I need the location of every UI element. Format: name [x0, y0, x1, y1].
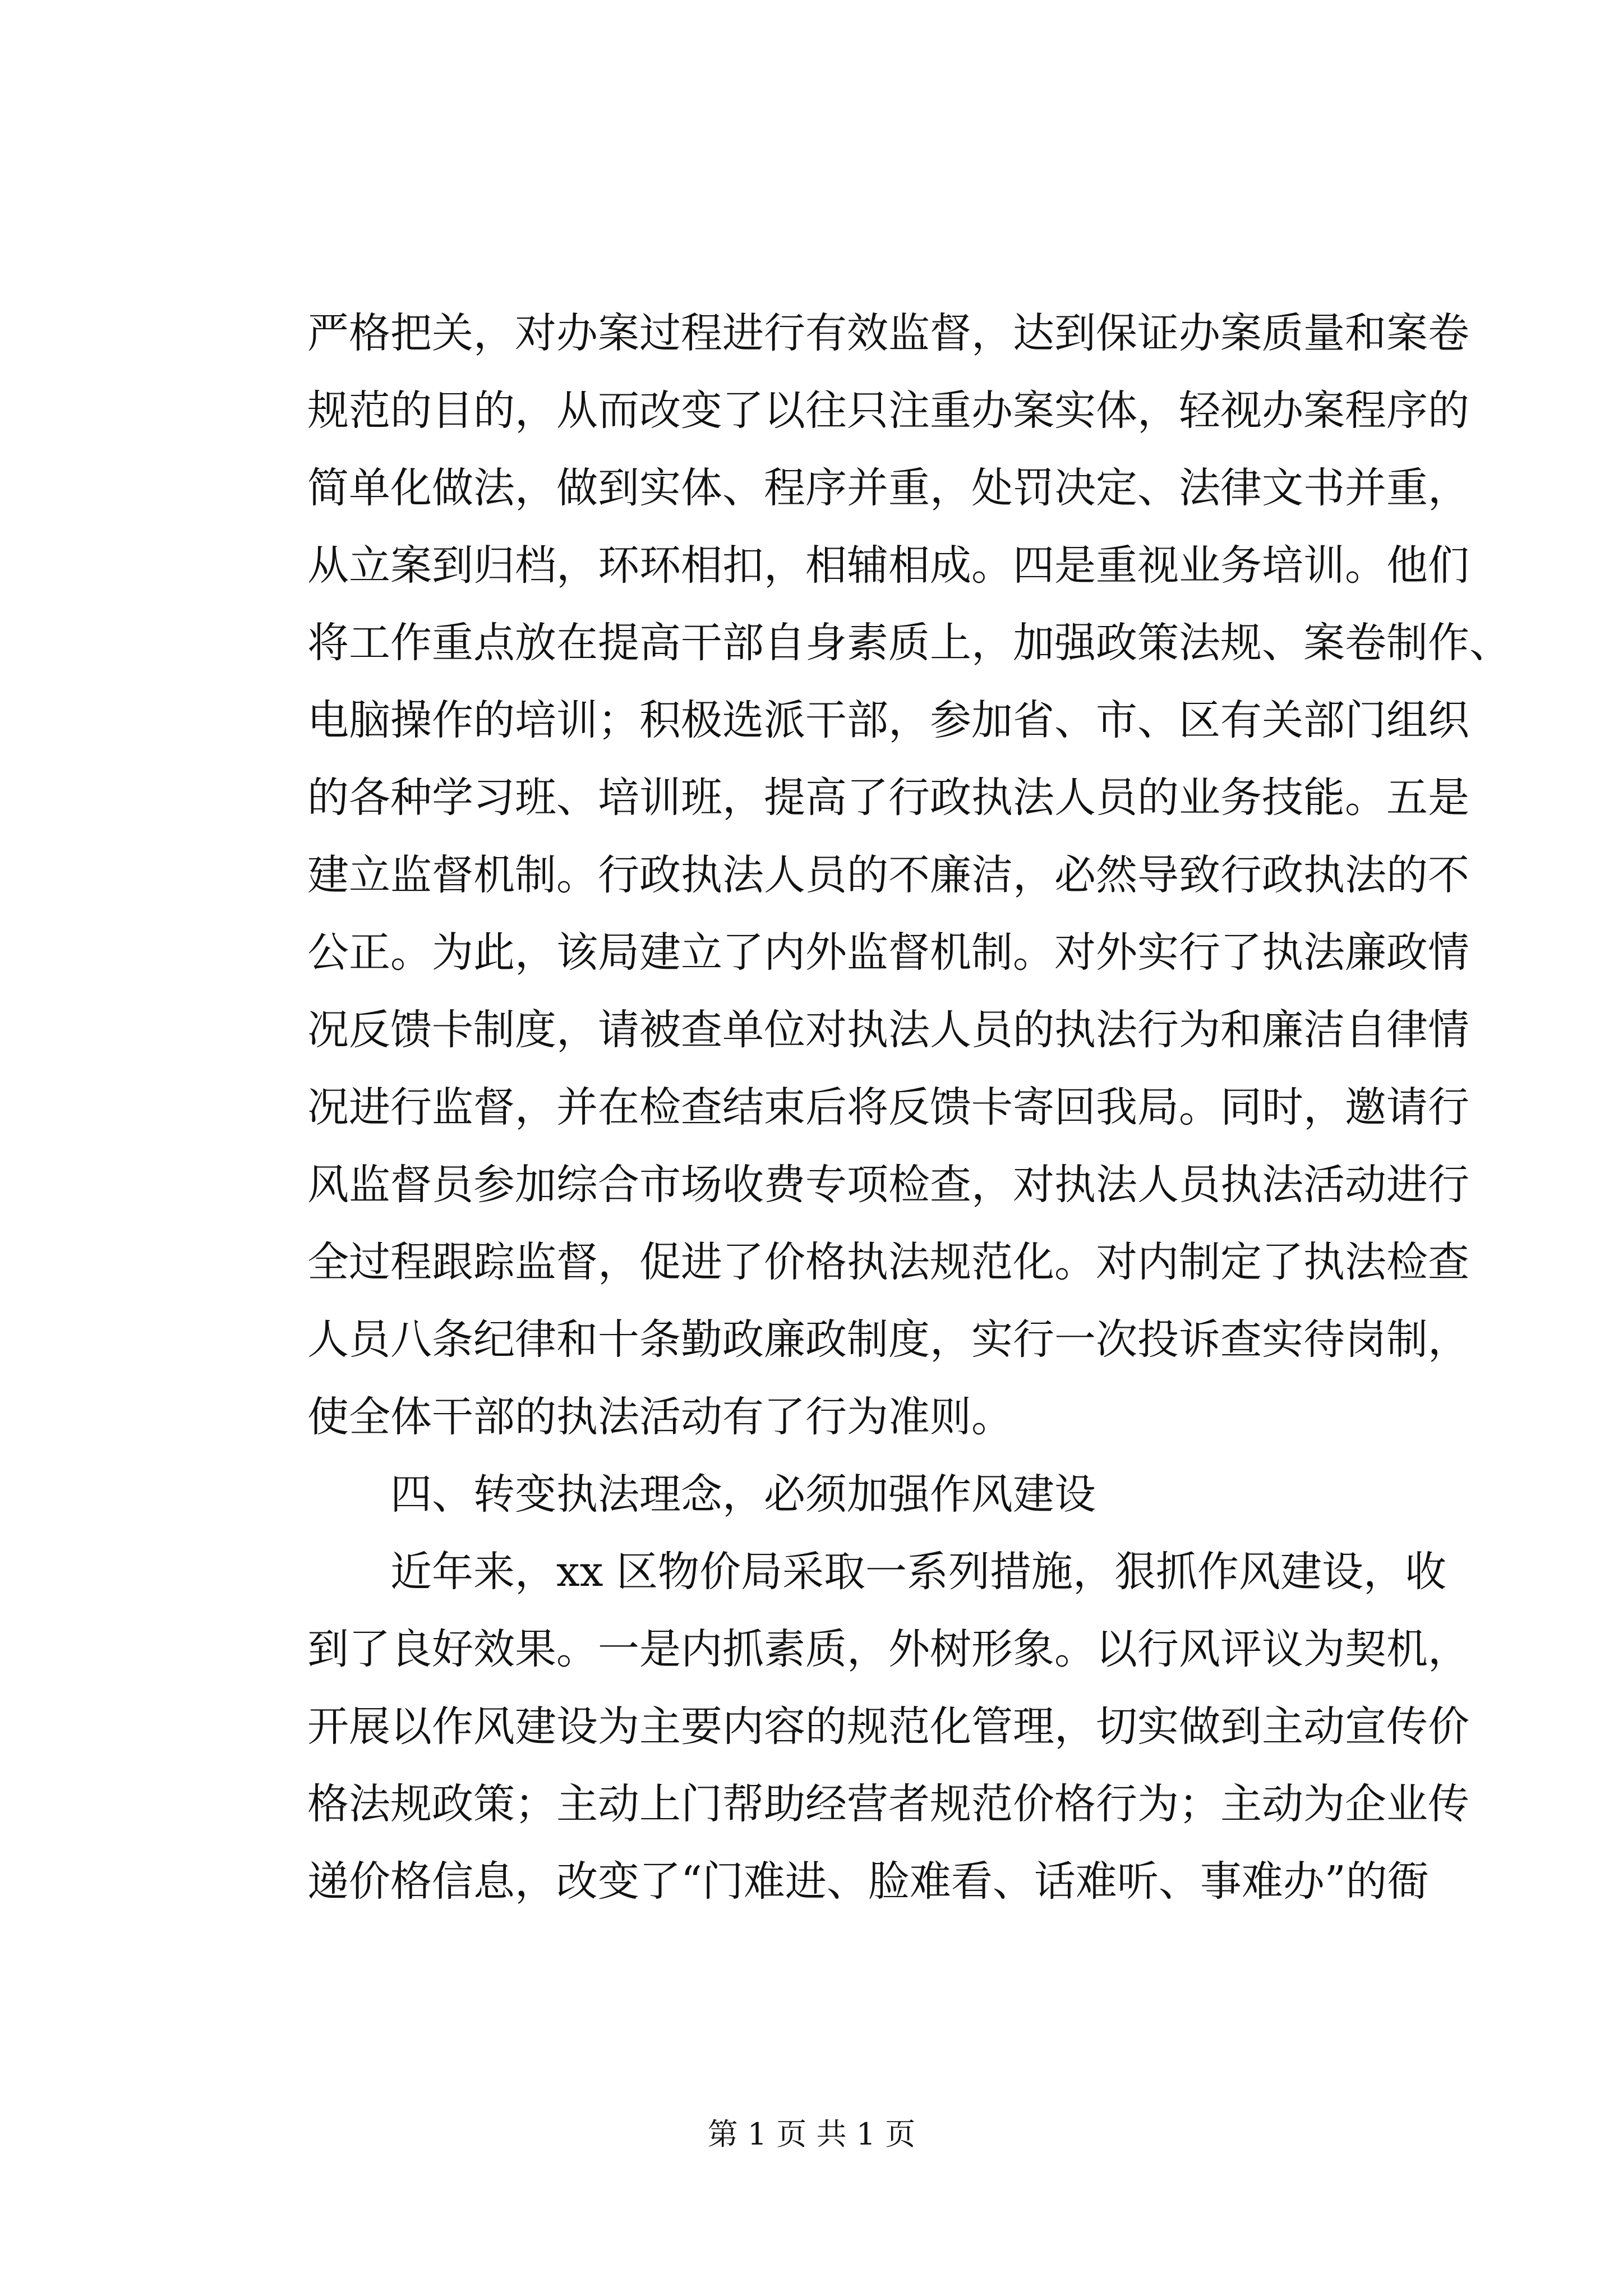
paragraph2-line-5: 递价格信息，改变了“门难进、脸难看、话难听、事难办”的衙: [307, 1857, 1429, 1906]
text-line-4: 从立案到归档，环环相扣，相辅相成。四是重视业务培训。他们: [307, 541, 1469, 590]
text-line-5: 将工作重点放在提高干部自身素质上，加强政策法规、案卷制作、: [307, 619, 1511, 667]
body-text: [307, 295, 1511, 1920]
paragraph2-line-1: 近年来，xx 区物价局采取一系列措施，狠抓作风建设，收: [390, 1548, 1446, 1596]
text-line-15: 使全体干部的执法活动有了行为准则。: [307, 1393, 1013, 1441]
paragraph2-line-4: 格法规政策；主动上门帮助经营者规范价格行为；主动为企业传: [307, 1780, 1469, 1828]
text-line-1: 严格把关，对办案过程进行有效监督，达到保证办案质量和案卷: [307, 309, 1469, 357]
text-line-12: 风监督员参加综合市场收费专项检查，对执法人员执法活动进行: [307, 1161, 1469, 1209]
paragraph2-line-2: 到了良好效果。一是内抓素质，外树形象。以行风评议为契机，: [307, 1625, 1469, 1673]
page-footer: 第 1 页 共 1 页: [707, 2116, 916, 2152]
text-line-9: 公正。为此，该局建立了内外监督机制。对外实行了执法廉政情: [307, 928, 1469, 977]
text-line-6: 电脑操作的培训；积极选派干部，参加省、市、区有关部门组织: [307, 696, 1469, 744]
text-line-10: 况反馈卡制度，请被查单位对执法人员的执法行为和廉洁自律情: [307, 1006, 1469, 1054]
section-heading: 四、转变执法理念，必须加强作风建设: [390, 1470, 1096, 1519]
text-line-11: 况进行监督，并在检查结束后将反馈卡寄回我局。同时，邀请行: [307, 1083, 1469, 1131]
text-line-14: 人员八条纪律和十条勤政廉政制度，实行一次投诉查实待岗制，: [307, 1315, 1469, 1364]
text-line-7: 的各种学习班、培训班，提高了行政执法人员的业务技能。五是: [307, 774, 1469, 822]
text-line-8: 建立监督机制。行政执法人员的不廉洁，必然导致行政执法的不: [307, 851, 1469, 899]
paragraph2-line-3: 开展以作风建设为主要内容的规范化管理，切实做到主动宣传价: [307, 1703, 1469, 1751]
text-line-2: 规范的目的，从而改变了以往只注重办案实体，轻视办案程序的: [307, 386, 1469, 435]
text-line-13: 全过程跟踪监督，促进了价格执法规范化。对内制定了执法检查: [307, 1238, 1469, 1286]
text-line-3: 简单化做法，做到实体、程序并重，处罚决定、法律文书并重，: [307, 464, 1469, 512]
